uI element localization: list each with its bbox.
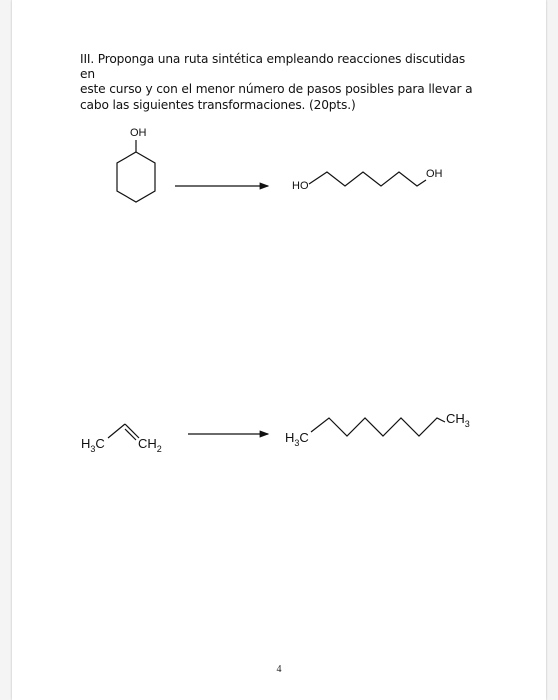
svg-text:CH2 — [138, 436, 162, 454]
octane-chain — [311, 418, 445, 436]
cyclohexane-ring — [117, 152, 155, 202]
octane-structure — [285, 411, 470, 448]
octane-ch3-label: CH — [446, 411, 465, 426]
question-line-1: III. Proponga una ruta sintética empleando reacciones discutidas en — [80, 52, 466, 82]
propene-c-label: C — [95, 436, 105, 451]
cyclohexanol-structure — [117, 127, 155, 202]
octane-h-label: H — [285, 430, 295, 445]
document-page — [12, 0, 546, 700]
hexanediol-oh-label: OH — [426, 168, 443, 180]
page-number: 4 — [276, 664, 282, 675]
reaction-schemes — [12, 0, 546, 700]
octane-ch3-subscript: 3 — [464, 419, 470, 429]
hexanediol-chain — [309, 172, 426, 186]
cyclohexanol-oh-label: OH — [130, 127, 147, 139]
svg-text:CH3 — [446, 411, 470, 429]
svg-text:H3C — [285, 430, 309, 448]
propene-h-subscript: 3 — [90, 444, 96, 454]
svg-text:H3C — [81, 436, 105, 454]
octane-c-label: C — [299, 430, 309, 445]
hexanediol-ho-label: HO — [292, 180, 309, 192]
question-line-2: este curso y con el menor número de pasos posibles para llevar a — [80, 82, 473, 97]
octane-h-subscript: 3 — [294, 438, 300, 448]
propene-structure — [81, 424, 162, 454]
propene-ch2-label: CH — [138, 436, 157, 451]
hexanediol-structure — [292, 168, 443, 192]
question-line-3: cabo las siguientes transformaciones. (20pts.) — [80, 97, 356, 112]
propene-h-label: H — [81, 436, 91, 451]
propene-ch2-subscript: 2 — [156, 444, 162, 454]
